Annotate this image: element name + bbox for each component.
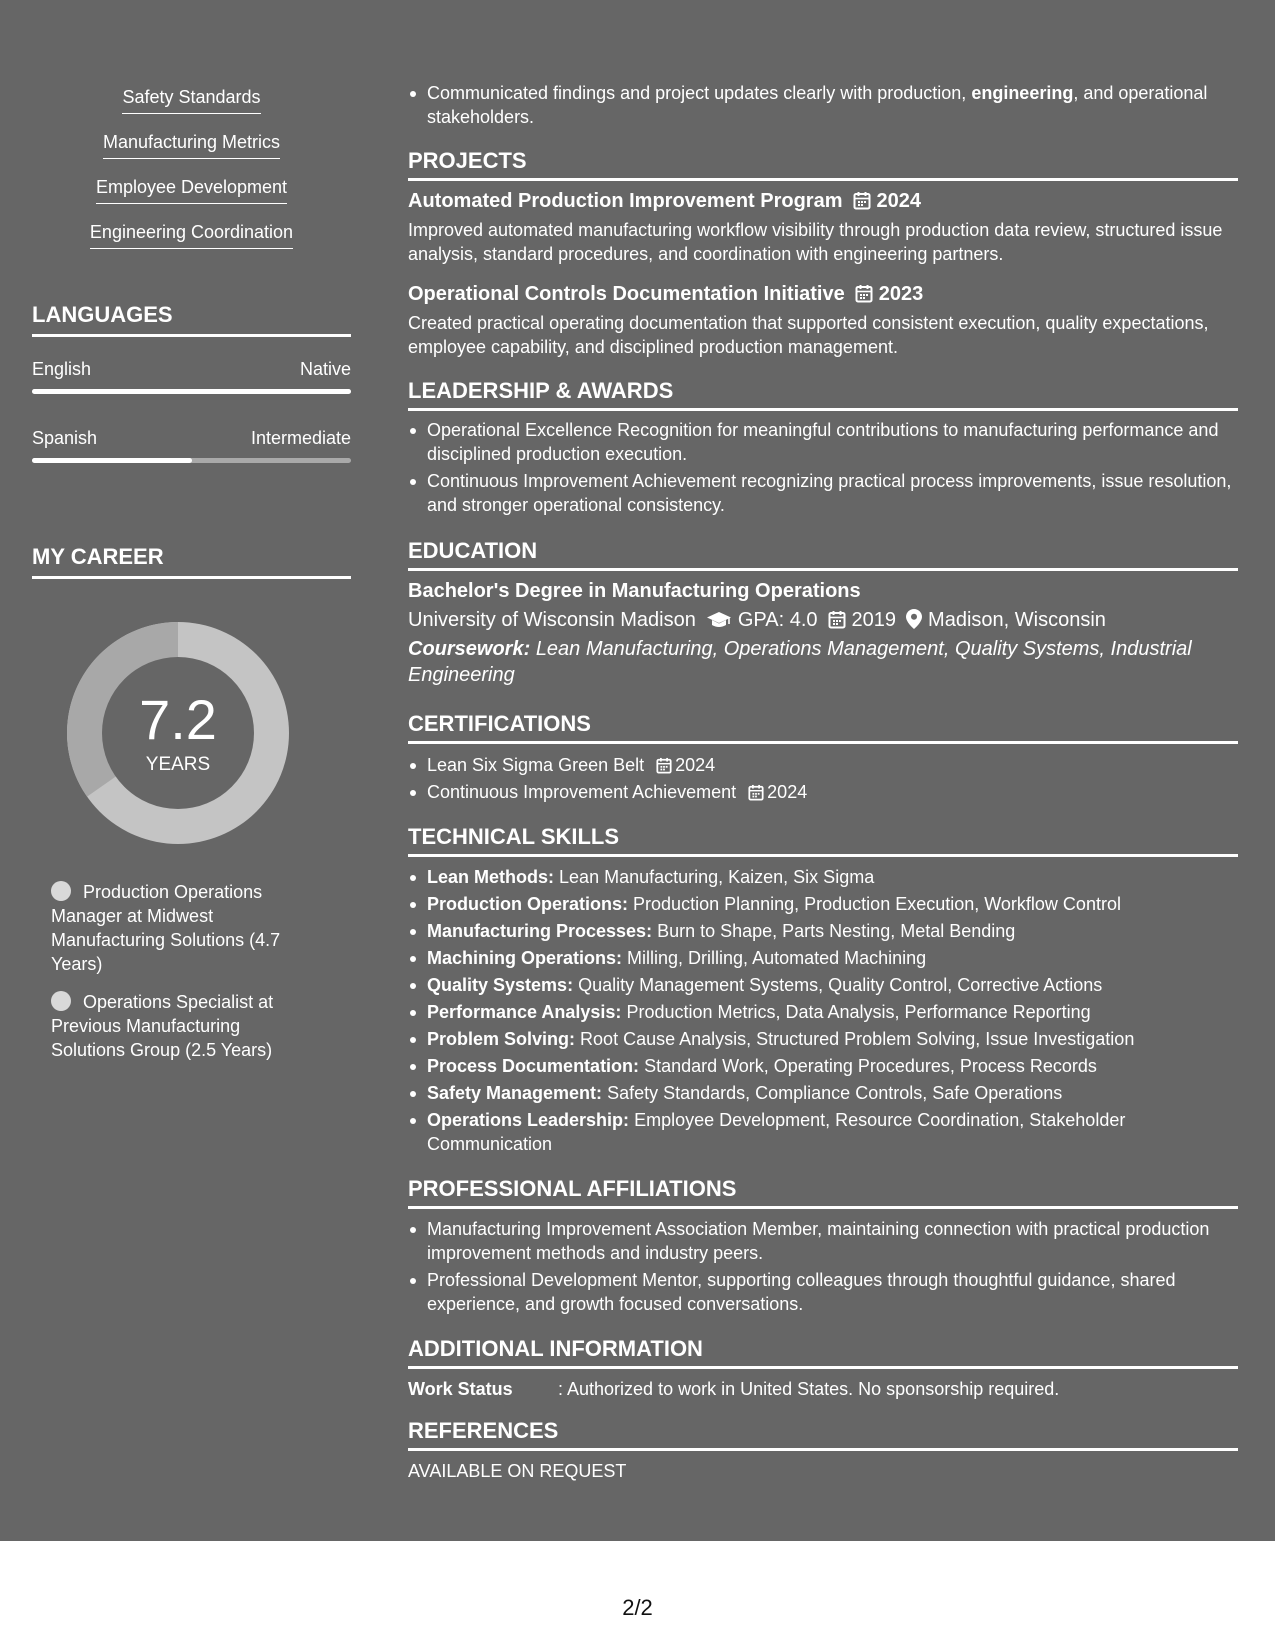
affiliation-bullet: Manufacturing Improvement Association Member, maintaining connection with practical production improvement methods and industry peers. (408, 1217, 1238, 1265)
legend-dot (51, 991, 71, 1011)
additional-info-row (408, 1377, 1238, 1401)
career-legend-label: Operations Specialist at Previous Manufacturing Solutions Group (2.5 Years) (51, 992, 274, 1060)
career-legend (51, 880, 311, 1076)
skill-label: Safety Management: (427, 1083, 603, 1103)
technical-skills-list (408, 865, 1238, 1159)
strength-tag: Employee Development (96, 175, 287, 204)
additional-info-value: : Authorized to work in United States. No sponsorship required. (558, 1379, 1060, 1399)
certification-item (408, 780, 1238, 804)
strength-tag: Safety Standards (122, 85, 260, 114)
certification-name: Continuous Improvement Achievement (427, 782, 737, 802)
page-number: 2/2 (622, 1595, 653, 1620)
language-level-fill (32, 389, 351, 394)
skill-label: Manufacturing Processes: (427, 921, 653, 941)
languages-heading: LANGUAGES (32, 302, 351, 337)
skill-value: Quality Management Systems, Quality Control, Corrective Actions (578, 975, 1103, 995)
skill-label: Quality Systems: (427, 975, 574, 995)
bullet-text: Communicated findings and project updates clearly with production, (427, 83, 972, 103)
skill-label: Problem Solving: (427, 1029, 576, 1049)
skill-item (408, 1081, 1238, 1105)
skill-item (408, 892, 1238, 916)
experience-bullet (408, 81, 1238, 129)
references-text: AVAILABLE ON REQUEST (408, 1461, 627, 1481)
strengths-list (32, 85, 351, 265)
language-level-fill (32, 458, 192, 463)
skill-value: Standard Work, Operating Procedures, Process Records (644, 1056, 1097, 1076)
skill-value: Milling, Drilling, Automated Machining (627, 948, 927, 968)
skill-item (408, 919, 1238, 943)
calendar-icon (748, 784, 764, 801)
experience-bullets (408, 81, 1238, 132)
calendar-icon (855, 284, 873, 303)
project-title: Operational Controls Documentation Initiative (408, 283, 845, 305)
language-level: Intermediate (250, 428, 351, 448)
legend-dot (51, 881, 71, 901)
language-row (32, 359, 351, 383)
skill-item (408, 946, 1238, 970)
career-total-years: 7.2 (139, 688, 217, 751)
coursework-label: Coursework: (408, 638, 531, 660)
education-entry (408, 578, 1238, 688)
calendar-icon (853, 191, 871, 210)
leadership-bullet: Operational Excellence Recognition for meaningful contributions to manufacturing performance and disciplined production execution. (408, 418, 1238, 466)
affiliations-heading: PROFESSIONAL AFFILIATIONS (408, 1176, 1238, 1209)
project-description: Improved automated manufacturing workflow visibility through production data review, structured issue analysis, standard procedures, and coordination with engineering partners. (408, 220, 1223, 264)
language-name: Spanish (32, 428, 98, 448)
skill-label: Production Operations: (427, 894, 629, 914)
skill-label: Process Documentation: (427, 1056, 640, 1076)
career-legend-item (51, 880, 311, 976)
certification-year: 2024 (675, 755, 716, 775)
strength-tag: Manufacturing Metrics (103, 130, 280, 159)
skill-value: Employee Development, Resource Coordination, Stakeholder Communication (427, 1110, 1126, 1154)
education-coursework (408, 636, 1238, 688)
skill-item (408, 865, 1238, 889)
education-degree: Bachelor's Degree in Manufacturing Operations (408, 580, 861, 602)
language-level-bar (32, 458, 351, 463)
projects-heading: PROJECTS (408, 148, 1238, 181)
leadership-heading: LEADERSHIP & AWARDS (408, 378, 1238, 411)
project-entry (408, 281, 1238, 359)
career-heading: MY CAREER (32, 544, 351, 579)
education-details (408, 606, 1238, 634)
project-title: Automated Production Improvement Program (408, 190, 843, 212)
education-year: 2019 (851, 609, 897, 631)
certification-name: Lean Six Sigma Green Belt (427, 755, 645, 775)
language-row (32, 428, 351, 452)
education-heading: EDUCATION (408, 538, 1238, 571)
skill-value: Root Cause Analysis, Structured Problem Solving, Issue Investigation (580, 1029, 1135, 1049)
additional-info-heading: ADDITIONAL INFORMATION (408, 1336, 1238, 1369)
skill-value: Lean Manufacturing, Kaizen, Six Sigma (559, 867, 875, 887)
skill-label: Operations Leadership: (427, 1110, 630, 1130)
skill-value: Safety Standards, Compliance Controls, Safe Operations (607, 1083, 1063, 1103)
education-location: Madison, Wisconsin (928, 609, 1106, 631)
references-heading: REFERENCES (408, 1418, 1238, 1451)
graduation-cap-icon (706, 611, 732, 629)
education-school: University of Wisconsin Madison (408, 609, 696, 631)
additional-info-key: Work Status (408, 1379, 513, 1399)
certification-year: 2024 (767, 782, 808, 802)
skill-label: Machining Operations: (427, 948, 623, 968)
language-level: Native (299, 359, 351, 379)
project-year: 2023 (878, 283, 924, 305)
map-pin-icon (906, 609, 922, 629)
certifications-list (408, 753, 1238, 807)
skill-item (408, 1000, 1238, 1024)
certification-item (408, 753, 1238, 777)
certifications-heading: CERTIFICATIONS (408, 711, 1238, 744)
career-years-unit: YEARS (145, 754, 211, 775)
skill-item (408, 973, 1238, 997)
language-level-bar (32, 389, 351, 394)
education-gpa: GPA: 4.0 (737, 609, 818, 631)
strength-tag: Engineering Coordination (90, 220, 293, 249)
affiliation-bullet: Professional Development Mentor, supporting colleagues through thoughtful guidance, shared experience, and growth focused conversations. (408, 1268, 1238, 1316)
leadership-bullets (408, 418, 1238, 520)
career-legend-item (51, 990, 311, 1062)
technical-skills-heading: TECHNICAL SKILLS (408, 824, 1238, 857)
coursework-text: Lean Manufacturing, Operations Management, Quality Systems, Industrial Engineering (408, 638, 1192, 686)
skill-item (408, 1027, 1238, 1051)
skill-value: Production Planning, Production Execution, Workflow Control (633, 894, 1121, 914)
language-name: English (32, 359, 92, 379)
project-title-line (408, 281, 1238, 307)
calendar-icon (828, 610, 846, 629)
skill-item (408, 1108, 1238, 1156)
bullet-text: , and operational stakeholders. (427, 83, 1208, 127)
skill-value: Burn to Shape, Parts Nesting, Metal Bending (657, 921, 1016, 941)
leadership-bullet: Continuous Improvement Achievement recognizing practical process improvements, issue resolution, and stronger operational consistency. (408, 469, 1238, 517)
skill-label: Performance Analysis: (427, 1002, 622, 1022)
project-year: 2024 (876, 190, 921, 212)
skill-value: Production Metrics, Data Analysis, Performance Reporting (626, 1002, 1091, 1022)
project-title-line (408, 188, 1238, 214)
skill-item (408, 1054, 1238, 1078)
career-legend-label: Production Operations Manager at Midwest Manufacturing Solutions (4.7 Years) (51, 882, 281, 974)
affiliations-bullets (408, 1217, 1238, 1319)
skill-label: Lean Methods: (427, 867, 555, 887)
bullet-bold-text: engineering (971, 83, 1074, 103)
project-entry (408, 188, 1238, 266)
project-description: Created practical operating documentation that supported consistent execution, quality expectations, employee capability, and disciplined production management. (408, 313, 1209, 357)
calendar-icon (656, 757, 672, 774)
